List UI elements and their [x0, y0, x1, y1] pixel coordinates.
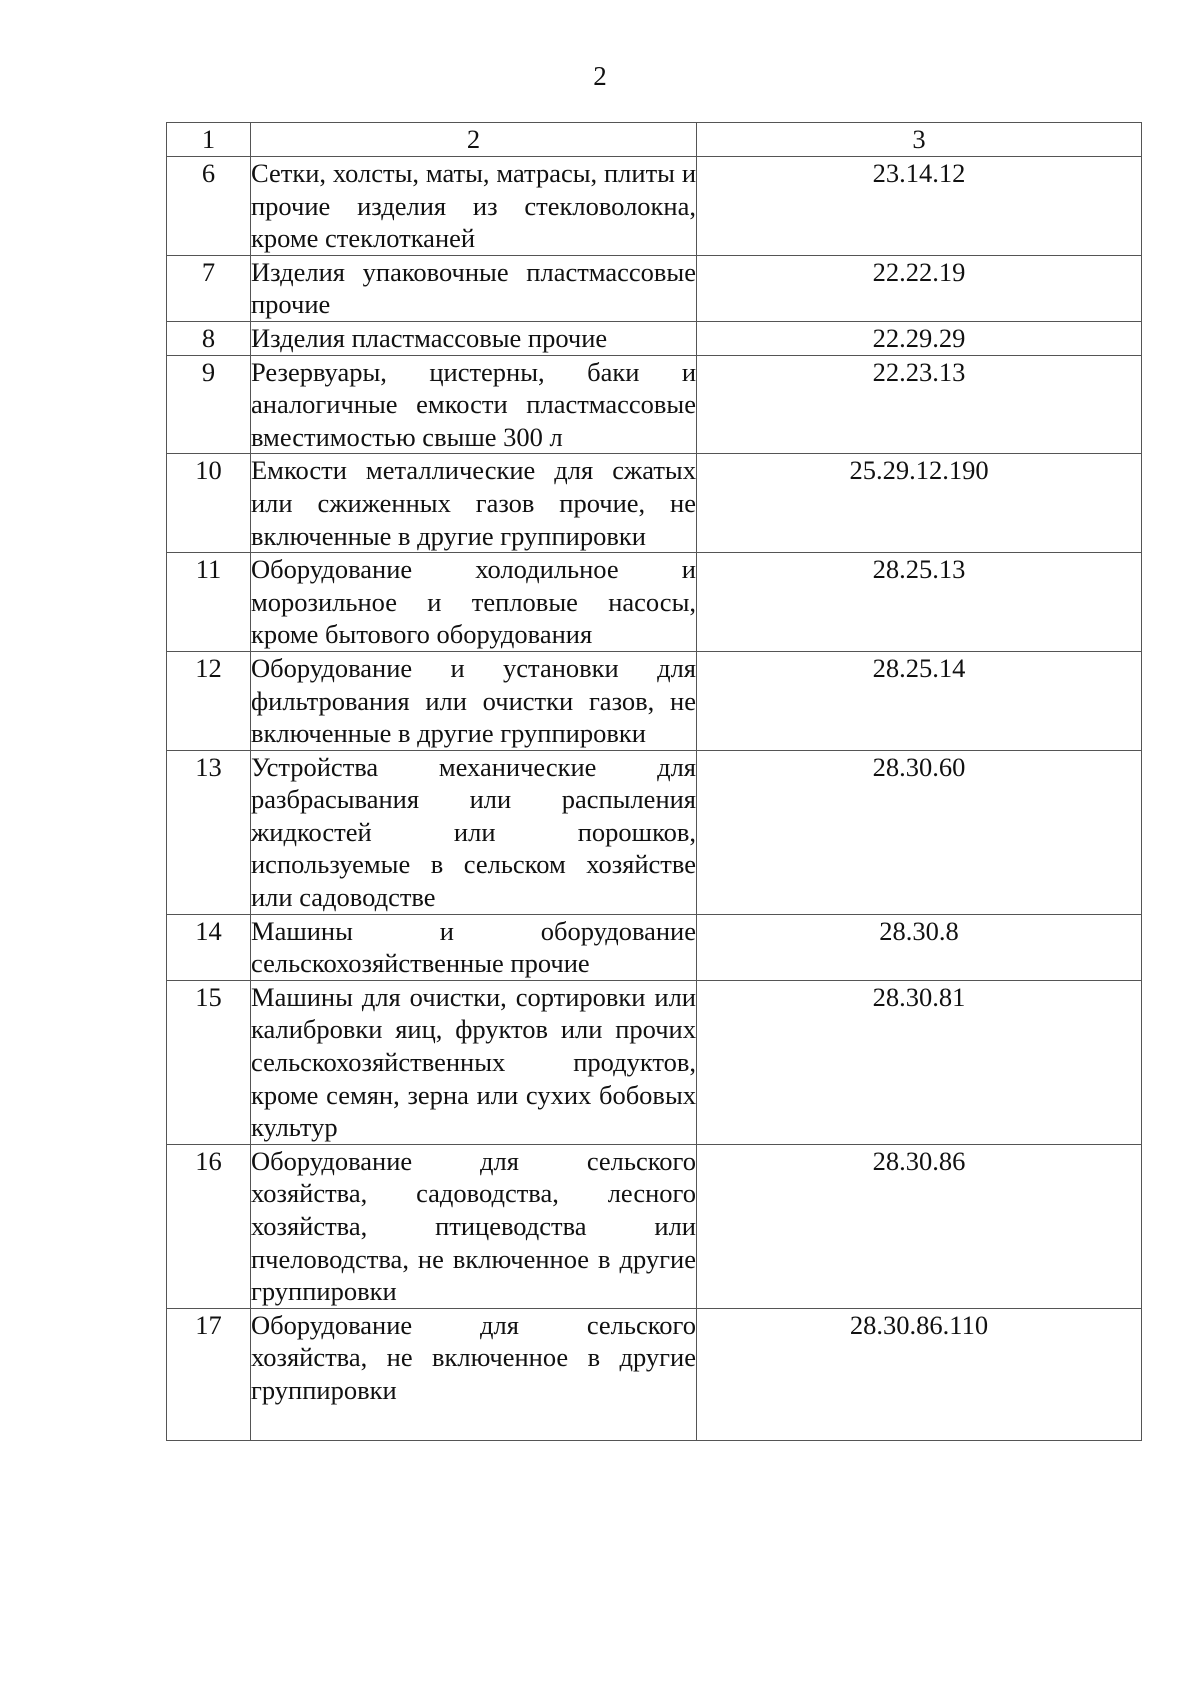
table-row [167, 355, 1142, 454]
table-row [167, 1144, 1142, 1308]
page-number: 2 [593, 61, 607, 91]
row-number: 13 [167, 750, 251, 914]
okpd-table [166, 122, 1142, 1441]
item-code: 22.22.19 [697, 255, 1142, 321]
item-name: Оборудование для сельского хозяйства, не включенное в другие группировки [251, 1308, 697, 1440]
row-number: 6 [167, 157, 251, 256]
item-code: 25.29.12.190 [697, 454, 1142, 553]
row-number: 17 [167, 1308, 251, 1440]
row-number: 12 [167, 651, 251, 750]
item-name: Изделия пластмассовые прочие [251, 321, 697, 355]
item-name: Сетки, холсты, маты, матрасы, плиты и прочие изделия из стекловолокна, кроме стеклотканей [251, 157, 697, 256]
table-row [167, 454, 1142, 553]
item-code: 28.25.14 [697, 651, 1142, 750]
table-row [167, 1308, 1142, 1440]
item-name: Резервуары, цистерны, баки и аналогичные емкости пластмассовые вместимостью свыше 300 л [251, 355, 697, 454]
table-row [167, 750, 1142, 914]
row-number: 11 [167, 553, 251, 652]
item-code: 28.30.60 [697, 750, 1142, 914]
row-number: 14 [167, 914, 251, 980]
item-code: 28.30.86 [697, 1144, 1142, 1308]
column-header-1: 1 [167, 123, 251, 157]
item-name: Оборудование холодильное и морозильное и тепловые насосы, кроме бытового оборудования [251, 553, 697, 652]
row-number: 16 [167, 1144, 251, 1308]
item-code: 28.25.13 [697, 553, 1142, 652]
table-row [167, 553, 1142, 652]
item-code: 22.29.29 [697, 321, 1142, 355]
item-code: 28.30.81 [697, 980, 1142, 1144]
row-number: 8 [167, 321, 251, 355]
item-name: Машины для очистки, сортировки или калибровки яиц, фруктов или прочих сельскохозяйственных продуктов, кроме семян, зерна или сухих бобовых культур [251, 980, 697, 1144]
item-name: Оборудование для сельского хозяйства, садоводства, лесного хозяйства, птицеводства или пчеловодства, не включенное в другие группировки [251, 1144, 697, 1308]
item-code: 28.30.86.110 [697, 1308, 1142, 1440]
row-number: 10 [167, 454, 251, 553]
item-code: 22.23.13 [697, 355, 1142, 454]
item-name: Машины и оборудование сельскохозяйственные прочие [251, 914, 697, 980]
item-name: Изделия упаковочные пластмассовые прочие [251, 255, 697, 321]
column-header-3: 3 [697, 123, 1142, 157]
row-number: 15 [167, 980, 251, 1144]
table-row [167, 321, 1142, 355]
column-header-2: 2 [251, 123, 697, 157]
table-row [167, 914, 1142, 980]
table-row [167, 651, 1142, 750]
row-number: 9 [167, 355, 251, 454]
item-name: Оборудование и установки для фильтрования или очистки газов, не включенные в другие группировки [251, 651, 697, 750]
row-number: 7 [167, 255, 251, 321]
table-row [167, 255, 1142, 321]
table-row [167, 980, 1142, 1144]
item-code: 23.14.12 [697, 157, 1142, 256]
table-header-row [167, 123, 1142, 157]
item-code: 28.30.8 [697, 914, 1142, 980]
item-name: Устройства механические для разбрасывания или распыления жидкостей или порошков, используемые в сельском хозяйстве или садоводстве [251, 750, 697, 914]
table-row [167, 157, 1142, 256]
item-name: Емкости металлические для сжатых или сжиженных газов прочие, не включенные в другие группировки [251, 454, 697, 553]
